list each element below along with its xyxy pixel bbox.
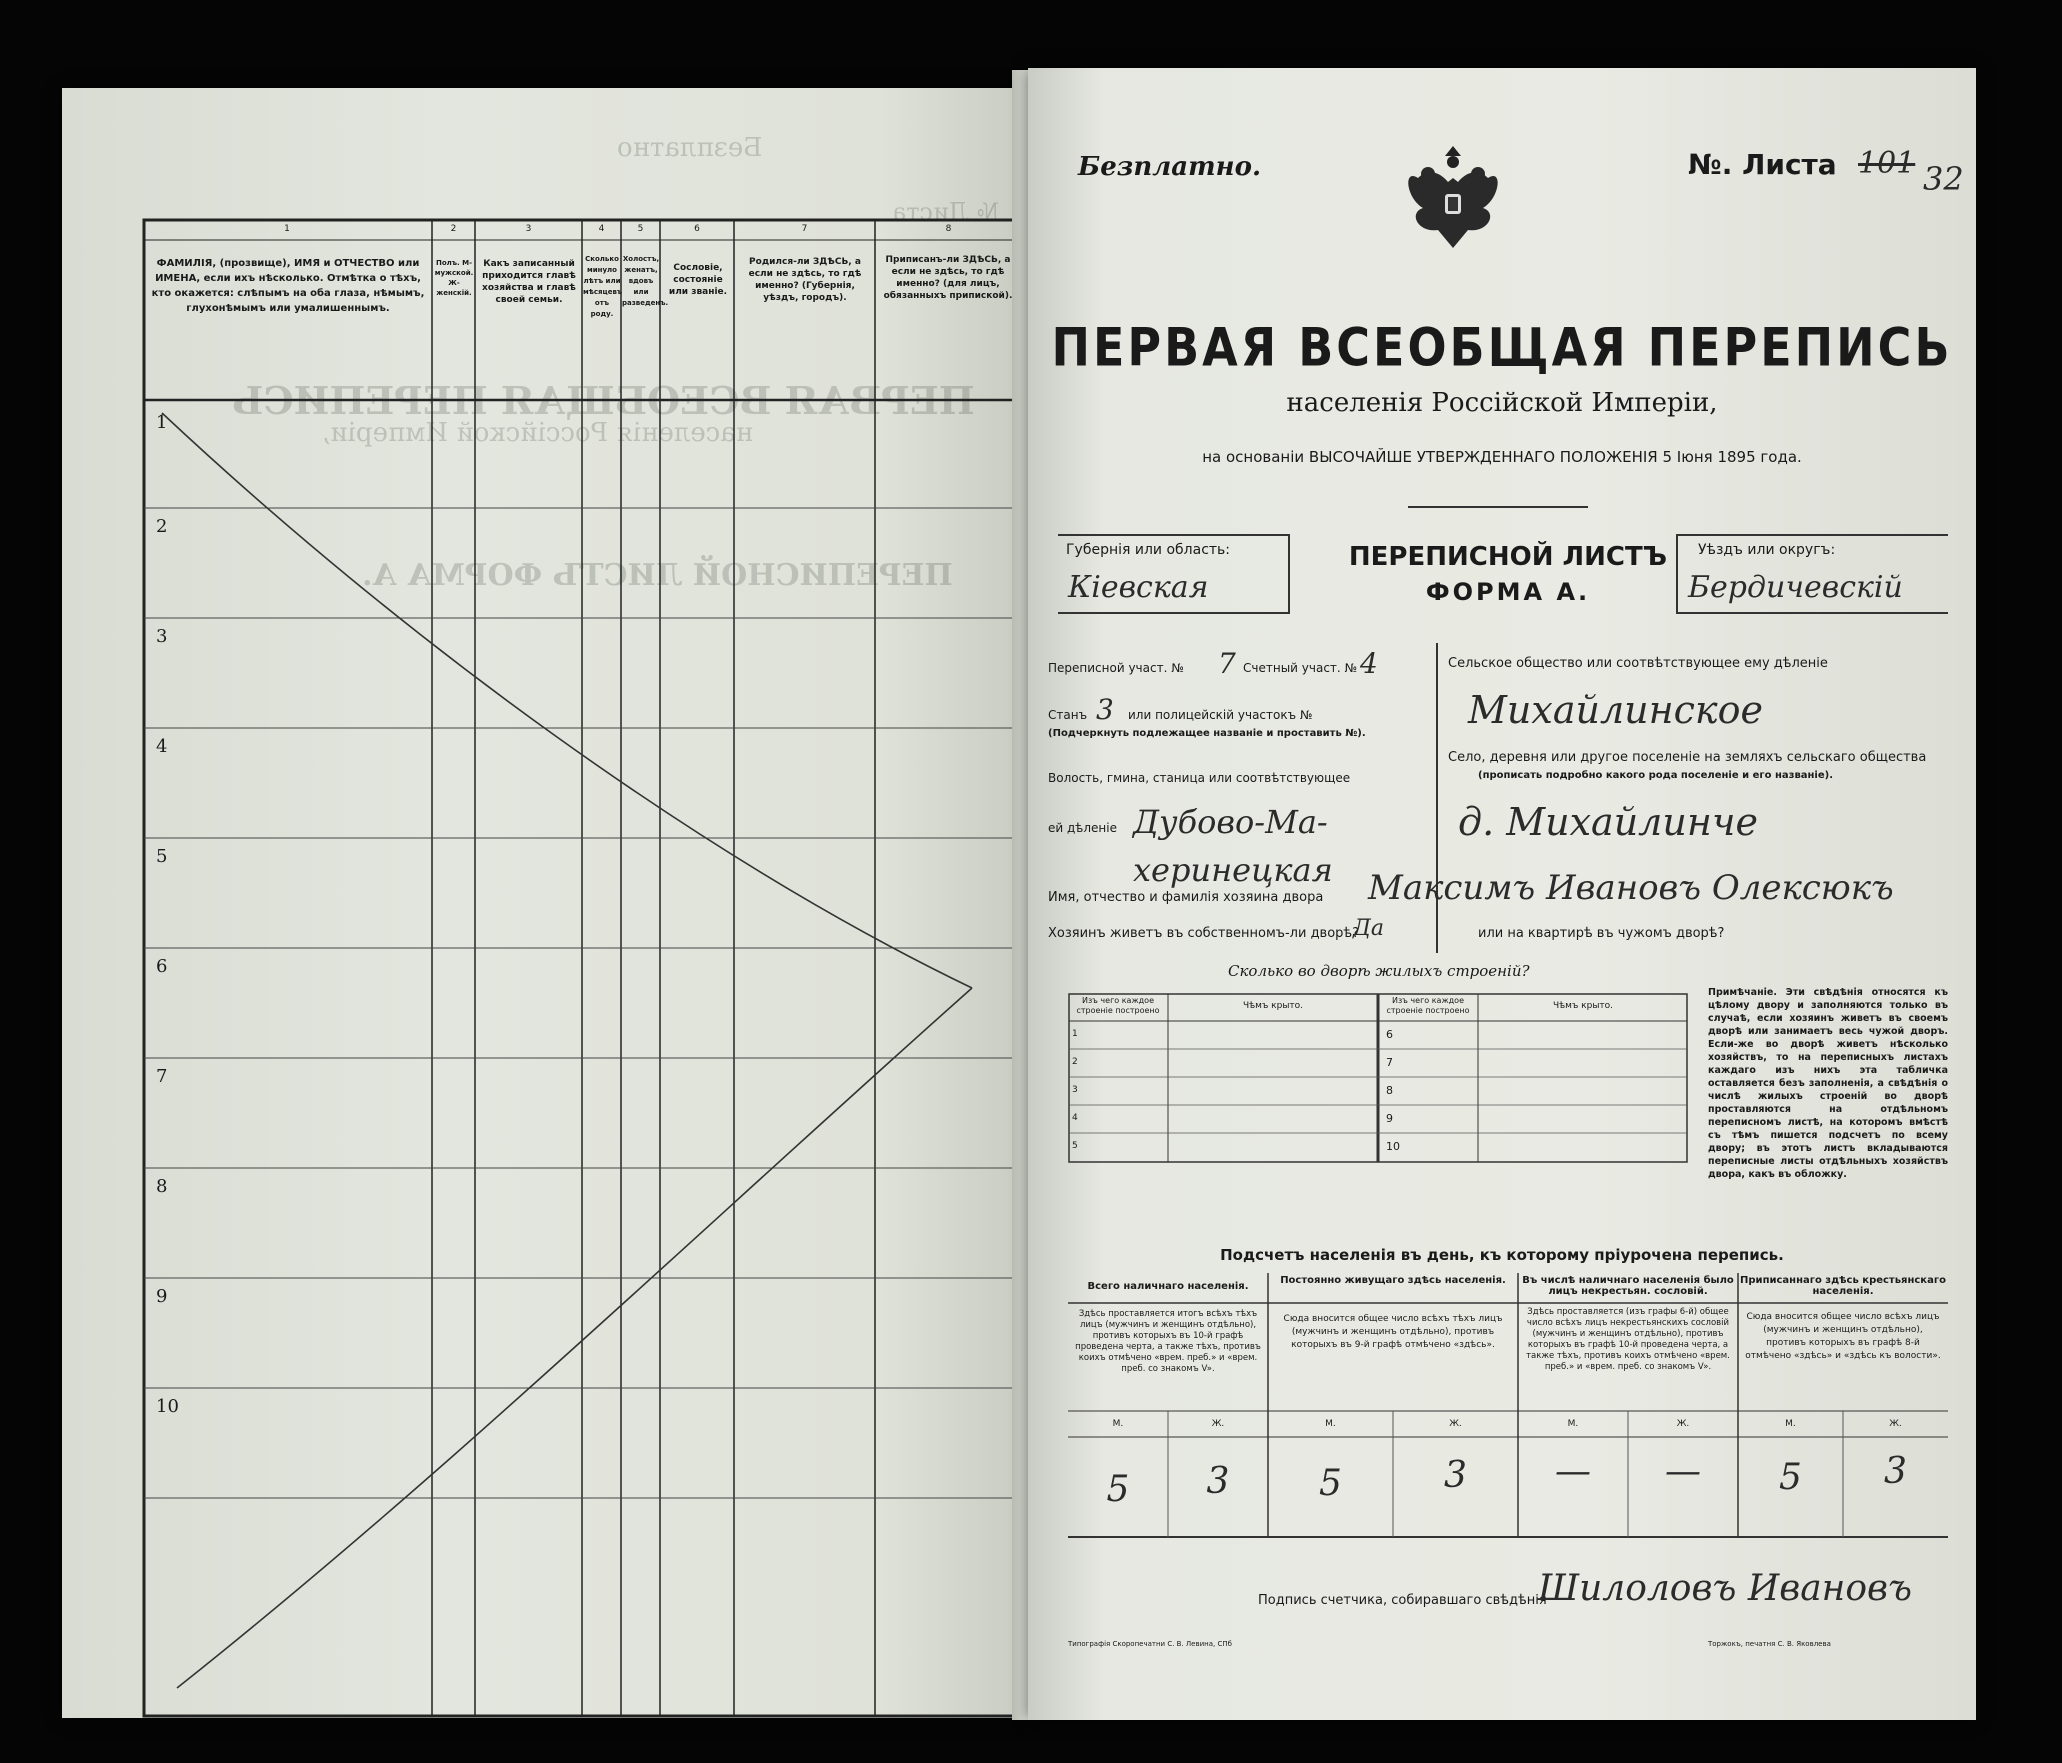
census-precinct-value: 7 — [1218, 647, 1236, 680]
zh-label: Ж. — [1211, 1419, 1225, 1429]
row-number: 6 — [156, 956, 168, 977]
m-label: М. — [1785, 1419, 1796, 1429]
row-number: 5 — [156, 846, 168, 867]
ornament-divider — [1408, 506, 1588, 508]
location-block-left — [1048, 647, 1428, 1013]
m-label: М. — [1567, 1419, 1579, 1429]
count-desc-4: Сюда вносится общее число всѣхъ лицъ (мужчинъ и женщинъ отдѣльно), противъ которыхъ въ графѣ 8-й отмѣчено «здѣсь» и «здѣсь къ волости». — [1745, 1312, 1941, 1361]
bt-header-roof: Чѣмъ крыто. — [1242, 1001, 1304, 1011]
owner-label: Имя, отчество и фамилія хозяина двора — [1048, 890, 1324, 905]
ghost-header: Безплатно — [617, 133, 763, 163]
double-headed-eagle-icon — [1398, 138, 1508, 258]
count-desc-3: Здѣсь проставляется (изъ графы 6-й) общее число всѣхъ лицъ некрестьянскихъ сословій (мужчинъ и женщинъ отдѣльно), противъ которыхъ въ графѣ 10-й проведена черта, а также тѣхъ, противъ коихъ отмѣчено «врем. преб.» и «врем. преб. со знакомъ V». — [1526, 1307, 1730, 1372]
count-precinct-label: Счетный участ. № — [1243, 661, 1358, 675]
stan-rest: или полицейскій участокъ № — [1128, 708, 1313, 722]
owner-value: Максимъ Ивановъ Олексюкъ — [1368, 868, 1894, 908]
province-box — [1058, 534, 1290, 614]
zh-label: Ж. — [1889, 1419, 1902, 1429]
province-label: Губернія или область: — [1066, 542, 1231, 558]
col-num-8: 8 — [945, 224, 952, 234]
free-label: Безплатно. — [1078, 152, 1261, 182]
count-table — [1068, 1273, 1948, 1538]
bt-header-material-2: Изъ чего каждое строеніе построено — [1386, 996, 1470, 1015]
district-box — [1676, 534, 1948, 614]
count-value-m: 5 — [1106, 1469, 1130, 1510]
col-header-7: Родился-ли ЗДѢСЬ, а если не здѣсь, то гдѣ именно? (Губернія, уѣздъ, городъ). — [748, 257, 862, 303]
count-value-zh: 3 — [1884, 1451, 1907, 1492]
bt-row-num: 7 — [1386, 1056, 1393, 1069]
count-value-zh: — — [1665, 1451, 1701, 1492]
form-title: ПЕРЕПИСНОЙ ЛИСТЪ — [1348, 542, 1668, 572]
col-header-3: Какъ записанный приходится главѣ хозяйства и главѣ своей семьи. — [482, 259, 576, 305]
count-value-zh: 3 — [1206, 1461, 1230, 1502]
row-number: 1 — [156, 412, 168, 433]
count-desc-1: Здѣсь проставляется итогъ всѣхъ тѣхъ лицъ (мужчинъ и женщинъ отдѣльно), противъ которыхъ въ 10-й графѣ проведена черта, а также тѣхъ, противъ коихъ отмѣчено «врем. преб.» и «врем. преб. со знакомъ V». — [1075, 1309, 1261, 1374]
note-text: Примѣчаніе. Эти свѣдѣнія относятся къ цѣлому двору и заполняются только въ случаѣ, если хозяинъ живетъ въ своемъ дворѣ или занимаетъ весь чужой дворъ. Если-же во дворѣ живетъ нѣсколько хозяйствъ, то на переписныхъ листахъ каждаго изъ нихъ эта табличка оставляется безъ заполненія, а свѣдѣнія о числѣ жилыхъ строеній во дворѣ проставляются на отдѣльномъ переписномъ листѣ, на которомъ вмѣстѣ съ тѣмъ пишется подсчетъ по всему двору; въ этотъ листъ вкладываются переписные листы отдѣльныхъ хозяйствъ двора, какъ въ обложку. — [1708, 987, 1948, 1180]
society-value: Михайлинское — [1468, 688, 1763, 732]
district-value: Бердичевскій — [1688, 570, 1903, 605]
count-title: Подсчетъ населенія въ день, къ которому пріурочена перепись. — [1220, 1246, 1784, 1264]
bt-row-num: 6 — [1386, 1028, 1393, 1041]
zh-label: Ж. — [1449, 1419, 1462, 1429]
lives-value: Да — [1353, 916, 1385, 941]
buildings-label: Сколько во дворѣ жилыхъ строеній? — [1228, 962, 1530, 980]
m-label: М. — [1112, 1419, 1124, 1429]
col-header-1: ФАМИЛІЯ, (прозвище), ИМЯ и ОТЧЕСТВО или ИМЕНА, если ихъ нѣсколько. Отмѣтка о тѣхъ, кто окажется: слѣпымъ на оба глаза, нѣмымъ, глухонѣмымъ или умалишеннымъ. — [151, 258, 425, 314]
stan-value: 3 — [1096, 693, 1114, 726]
count-head-4: Приписаннаго здѣсь крестьянскаго населенія. — [1740, 1275, 1946, 1297]
col-header-8: Приписанъ-ли ЗДѢСЬ, а если не здѣсь, то гдѣ именно? (для лицъ, обязанныхъ припиской). — [883, 255, 1013, 301]
bt-header-roof-2: Чѣмъ крыто. — [1552, 1001, 1614, 1011]
count-head-3: Въ числѣ наличнаго населенія было лицъ некрестьян. сословій. — [1522, 1275, 1734, 1297]
stan-label: Станъ — [1048, 708, 1088, 722]
province-value: Кіевская — [1068, 570, 1209, 605]
village-label: Село, деревня или другое поселеніе на земляхъ сельскаго общества — [1448, 750, 1927, 765]
volost-label-2: ей дѣленіе — [1048, 821, 1117, 835]
census-subtitle: населенія Россійской Имперіи, — [1286, 388, 1718, 418]
col-num-3: 3 — [525, 224, 532, 234]
printer-left: Типографія Скоропечатни С. В. Левина, СПб — [1068, 1640, 1232, 1648]
col-header-5: Холостъ, женатъ, вдовъ или разведенъ. — [622, 255, 669, 307]
bt-header-material: Изъ чего каждое строеніе построено — [1076, 996, 1160, 1015]
ghost-title: ПЕРВАЯ ВСЕОБЩАЯ ПЕРЕПИСЬ — [232, 378, 975, 423]
col-num-5: 5 — [637, 224, 644, 234]
count-precinct-value: 4 — [1360, 647, 1378, 680]
bt-row-num: 9 — [1386, 1112, 1393, 1125]
row-number: 8 — [156, 1176, 168, 1197]
printer-right: Торжокъ, печатня С. В. Яковлева — [1708, 1640, 1831, 1648]
row-number: 4 — [156, 736, 168, 757]
census-title: ПЕРВАЯ ВСЕОБЩАЯ ПЕРЕПИСЬ — [1051, 315, 1953, 379]
count-desc-2: Сюда вносится общее число всѣхъ тѣхъ лицъ (мужчинъ и женщинъ отдѣльно), противъ которыхъ въ 9-й графѣ отмѣчено «здѣсь». — [1283, 1314, 1503, 1350]
volost-value-1: Дубово-Ма- — [1133, 803, 1328, 841]
bt-row-num: 1 — [1072, 1029, 1078, 1039]
row-number: 3 — [156, 626, 168, 647]
buildings-table — [1068, 993, 1688, 1163]
census-precinct-label: Переписной участ. № — [1048, 661, 1184, 675]
bt-row-num: 5 — [1072, 1141, 1078, 1151]
volost-label: Волость, гмина, станица или соотвѣтствующее — [1048, 771, 1351, 785]
persons-table-grid — [142, 218, 1022, 1718]
count-value-m: 5 — [1779, 1457, 1802, 1498]
sheet-number-label: №. Листа — [1688, 148, 1837, 181]
persons-table — [142, 218, 1022, 1718]
village-note: (прописать подробно какого рода поселеніе и его названіе). — [1478, 770, 1834, 781]
col-num-7: 7 — [801, 224, 808, 234]
signature-label: Подпись счетчика, собиравшаго свѣдѣнія — [1258, 1593, 1547, 1608]
village-value: д. Михайлинче — [1458, 800, 1759, 844]
stan-note: (Подчеркнуть подлежащее названіе и проставить №). — [1048, 728, 1366, 739]
zh-label: Ж. — [1676, 1419, 1690, 1429]
right-page — [1028, 68, 1976, 1720]
ghost-form: ПЕРЕПИСНОЙ ЛИСТЪ ФОРМА А. — [362, 558, 953, 593]
row-number: 9 — [156, 1286, 168, 1307]
col-header-2: Полъ. М-мужской. Ж-женскій. — [434, 259, 474, 297]
row-number: 10 — [156, 1396, 179, 1417]
sheet-number-extra: 32 — [1923, 160, 1964, 198]
col-header-4: Сколько минуло лѣтъ или мѣсяцевъ отъ роду. — [583, 255, 623, 318]
bt-row-num: 4 — [1072, 1113, 1078, 1123]
row-number: 2 — [156, 516, 168, 537]
left-page — [62, 88, 1024, 1718]
ghost-subtitle: населенія Россійской Имперіи, — [322, 418, 754, 448]
col-num-2: 2 — [450, 224, 457, 234]
m-label: М. — [1325, 1419, 1336, 1429]
bt-row-num: 3 — [1072, 1085, 1078, 1095]
col-header-6: Сословіе, состояніе или званіе. — [668, 263, 728, 297]
lives-label: Хозяинъ живетъ въ собственномъ-ли дворѣ? — [1048, 926, 1360, 941]
lives-rest: или на квартирѣ въ чужомъ дворѣ? — [1478, 926, 1725, 941]
census-basis: на основаніи ВЫСОЧАЙШЕ УТВЕРЖДЕННАГО ПОЛОЖЕНІЯ 5 Іюня 1895 года. — [1202, 448, 1802, 466]
count-head-1: Всего наличнаго населенія. — [1087, 1281, 1249, 1292]
count-value-m: 5 — [1319, 1463, 1342, 1504]
col-num-6: 6 — [694, 224, 700, 234]
volost-value-2: херинецкая — [1133, 851, 1333, 889]
ghost-sheet-no: № Листа — [892, 198, 1000, 226]
count-head-2: Постоянно живущаго здѣсь населенія. — [1280, 1275, 1506, 1286]
sheet-number-value: 101 — [1858, 146, 1916, 181]
count-value-zh: 3 — [1444, 1455, 1467, 1496]
bt-row-num: 2 — [1072, 1057, 1078, 1067]
signature-value: Шилоловъ Ивановъ — [1538, 1568, 1912, 1609]
count-value-m: — — [1555, 1451, 1591, 1492]
society-label: Сельское общество или соотвѣтствующее ему дѣленіе — [1448, 656, 1828, 671]
district-label: Уѣздъ или округъ: — [1698, 542, 1836, 558]
bt-row-num: 10 — [1386, 1140, 1400, 1153]
bt-row-num: 8 — [1386, 1084, 1393, 1097]
col-num-4: 4 — [598, 224, 605, 234]
col-num-1: 1 — [284, 224, 290, 234]
form-subtitle: ФОРМА А. — [1425, 578, 1591, 606]
row-number: 7 — [156, 1066, 168, 1087]
